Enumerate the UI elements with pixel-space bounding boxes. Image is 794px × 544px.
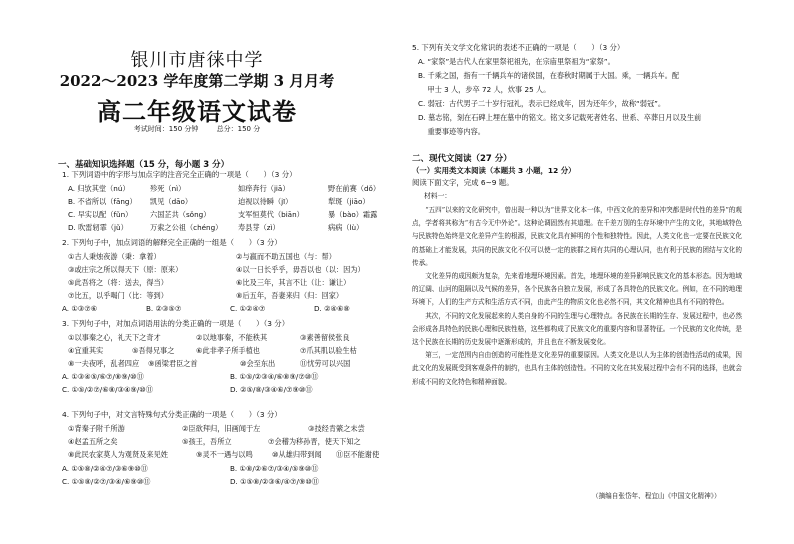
q4-item-8: ⑧此民农家莫人为观贤及来见姓 xyxy=(68,450,168,459)
q3-item-3: ③素善留侯张良 xyxy=(300,333,350,342)
article-body xyxy=(412,204,742,389)
q2-option-d: D. ②④⑥⑧ xyxy=(314,304,350,313)
q4-item-4: ④赵孟五所之矣 xyxy=(68,437,118,446)
q1-b1: B. 不省所以（fāng） xyxy=(68,197,137,206)
q4-option-b: B. ①⑧/②⑥⑦/③④/⑤⑨⑩⑪ xyxy=(230,464,319,473)
q3-option-b: B. ①⑤/②③④/⑥⑧⑨/⑦⑩⑪ xyxy=(230,372,319,381)
exam-meta xyxy=(0,124,394,134)
q1-a1: A. 归欤其堂（nú） xyxy=(68,184,130,193)
q1-c3: 支军恒莫代（biān） xyxy=(238,210,304,219)
q5-option-a: A. “家祭”是古代人在家里祭祀祖先，在宗庙里祭祖为“家祭”。 xyxy=(418,57,615,66)
q2-option-a: A. ①③⑦⑥ xyxy=(62,304,98,313)
q2-item-7: ⑦比五，以乎喝门（比：等到） xyxy=(68,291,168,300)
article-para-4: 第三，一定范围内自由创造的可能性是文化差异的重要原因。人类文化是以人为主体的创造性活动的成果，因此文化的发展既受到客观条件的制约，也具有主体的创造性。不同的文化在其发展过程中会有不同的选择，也就会形成不同的文化特色和精神面貌。 xyxy=(412,351,742,386)
q1-c2: 六国芷共（sǒng） xyxy=(150,210,211,219)
exam-name: 2022～2023 学年度第二学期 3 月月考 xyxy=(59,72,335,90)
q3-option-a: A. ①③④⑤/⑥⑦/⑧⑨/⑩⑪ xyxy=(62,372,144,381)
q2-stem: 2. 下列句子中，加点词语的解释完全正确的一组是（ ）（3 分） xyxy=(62,238,282,247)
material-label: 材料一： xyxy=(424,192,452,200)
q5-option-b-cont: 甲士 3 人，步卒 72 人，炊事 25 人。 xyxy=(418,85,551,94)
q1-b2: 凯见（dāo） xyxy=(150,197,193,206)
q2-option-c: C. ①②④⑦ xyxy=(230,304,266,313)
q2-item-1: ①古人秉烛夜游（秉：拿着） xyxy=(68,252,161,261)
q4-item-1: ①背秦子附千所游 xyxy=(68,424,125,433)
section2-intro: 阅读下面文字，完成 6~9 题。 xyxy=(412,178,514,187)
q3-option-d: D. ②⑤/⑧/③④⑥/⑦⑨⑩⑪ xyxy=(230,385,313,394)
q1-a2: 殄死（nì） xyxy=(150,184,186,193)
q4-option-c: C. ①⑤⑧/②⑦/③④/⑥⑨⑩⑪ xyxy=(62,477,151,486)
q5-option-b: B. 千乘之国，指有一千辆兵车的诸侯国，在春秋时期属于大国。乘，一辆兵车。配 xyxy=(418,71,680,80)
q3-item-5: ⑤吾得兄事之 xyxy=(132,346,175,355)
q4-item-5: ⑤孩王，吾所立 xyxy=(182,437,232,446)
q4-option-a: A. ①⑤⑧/②④⑦/③⑥⑨⑩⑪ xyxy=(62,464,148,473)
q4-item-11: ⑪臣不能谢使 xyxy=(336,450,380,459)
q1-b4: 犁斑（jiāo） xyxy=(328,197,370,206)
q3-item-10: ⑩会至东出 xyxy=(240,359,276,368)
q2-item-6: ⑥比及三年，其言不让（让：谦让） xyxy=(236,278,351,287)
q5-option-d: D. 墓志铭，刻在石碑上埋在墓中的铭文。铭文多记载死者姓名、世系、卒葬日月以及生前 xyxy=(418,113,702,122)
q3-item-11: ⑪忧劳可以兴国 xyxy=(300,359,351,368)
q4-item-3: ③技经肯綮之未尝 xyxy=(308,424,365,433)
paper-title: 高二年级语文试卷 xyxy=(97,98,297,126)
school-name: 银川市唐徕中学 xyxy=(130,50,264,71)
q1-d2: 万索之公祖（chéng） xyxy=(150,223,223,232)
q3-item-8: ⑧一夫夜呼，乱者四应 xyxy=(68,359,140,368)
q1-a4: 野在前赛（dǒ） xyxy=(328,184,381,193)
q2-item-4: ④以一日长乎乎，毋吾以也（以：因为） xyxy=(236,265,365,274)
q3-stem: 3. 下列句子中，对加点词语用法的分类正确的一项是（ ）（3 分） xyxy=(62,319,290,328)
q3-item-4: ④宜重其实 xyxy=(68,346,104,355)
section2-sub: （一）实用类文本阅读（本题共 3 小题，12 分） xyxy=(412,166,576,175)
section2-title: 二、现代文阅读（27 分） xyxy=(412,154,512,164)
q3-item-2: ②以地事秦，不能秩其 xyxy=(196,333,268,342)
q4-option-d: D. ①⑤⑧/②③⑥/④⑦/⑨⑩⑪ xyxy=(230,477,319,486)
article-para-2: 文化差异的成因颇为复杂，先来看地理环境因素。首先，地理环境的差异影响民族文化的基本形态。因为地域的辽阔、山河的阻隔以及气候的差异，各个民族各自独立发展，形成了各具特色的民族文化。例如，在不同的地理环境下，人们的生产方式和生活方式不同，由此产生的物质文化也必然不同，其文化精神也具有不同的特色。 xyxy=(412,272,742,307)
q1-b3: 迫视以待瞬（jī） xyxy=(238,197,293,206)
q3-option-c: C. ①⑤/②⑦/⑥⑧/③④⑨/⑩⑪ xyxy=(62,385,153,394)
article-source: （摘编自张岱年、程宜山《中国文化精神》） xyxy=(592,492,721,500)
q2-item-5: ⑤此吾将之（将：送去，得当） xyxy=(68,278,168,287)
q1-d4: 病病（lù） xyxy=(328,223,364,232)
article-para-3: 其次，不同的文化发展起来的人类自身的不同的生理与心理特点。各民族在长期的生存、发展过程中，也必然会形成各具特色的民族心理和民族性格，这些都构成了民族文化的重要内容和显著特征。一个民族的文化传统，是这个民族在长期的历史发展中逐渐形成的，并且也在不断发展变化。 xyxy=(412,311,742,347)
q1-d3: 寿县芽（zì） xyxy=(238,223,280,232)
q2-item-2: ②与嬴而不助五国也（与：帮） xyxy=(236,252,336,261)
q1-d1: D. 吹雷轫霏（jǔ） xyxy=(68,223,128,232)
q1-c4: 暴（bào）霜露 xyxy=(328,210,378,219)
q4-item-7: ⑦会稽为移孙晋，使天下知之 xyxy=(268,437,361,446)
q5-option-d-cont: 重要事迹等内容。 xyxy=(418,127,485,136)
q4-item-2: ②臣欲拜归，旧画闻于左 xyxy=(182,424,261,433)
q4-item-9: ⑨灵不一遇与以鸣 xyxy=(196,450,253,459)
q2-item-3: ③或庄宗之所以得天下（原：原来） xyxy=(68,265,183,274)
q4-item-10: ⑩从雄归带到闻 xyxy=(272,450,322,459)
q3-item-1: ①以事秦之心，礼天下之奇才 xyxy=(68,333,161,342)
exam-score: 总分：150 分 xyxy=(216,125,261,133)
q2-option-b: B. ②③⑤⑦ xyxy=(146,304,182,313)
q3-item-6: ⑥此非孝子所手植也 xyxy=(196,346,260,355)
q2-item-8: ⑧后五年，吾妻来归（归：回家） xyxy=(236,291,344,300)
q4-stem: 4. 下列句子中，对文言特殊句式分类正确的一项是（ ）（3 分） xyxy=(62,410,282,419)
q3-item-9: ⑨函梁君臣之首 xyxy=(148,359,198,368)
article-para-1: “五四”以来的文化研究中，曾出现一种以为“世界文化本一体，中西文化的差异和冲突都是时代性的差异”的观点，学者将其称为“有古今无中外论”。这种论调固然有其道理。在千差万别的生存环境中产生的文化，其地域特色与民族特色始终是文化差异产生的根源，民族文化具有鲜明的个性和独特性。因此，人类文化也一定要在民族文化的基础上才能发展，共同的民族文化不仅可以使一定的族群之间有共同的心理认同，也有利于民族的团结与文化的传承。 xyxy=(412,206,742,267)
q1-c1: C. 早实以配（fǔn） xyxy=(68,210,133,219)
q5-stem: 5. 下列有关文学文化常识的表述不正确的一项是（ ）（3 分） xyxy=(412,43,625,52)
q3-item-7: ⑦爪其肌以验生枯 xyxy=(300,346,357,355)
q1-stem: 1. 下列词语中的字形与加点字的注音完全正确的一项是（ ）（3 分） xyxy=(62,170,297,179)
exam-time: 考试时间：150 分钟 xyxy=(133,125,199,133)
q5-option-c: C. 弱冠：古代男子二十岁行冠礼，表示已经成年，因为还年少，故称“弱冠”。 xyxy=(418,99,666,108)
section1-title: 一、基础知识选择题（15 分，每小题 3 分） xyxy=(58,160,230,170)
q1-a3: 如痒奔行（jiā） xyxy=(238,184,290,193)
